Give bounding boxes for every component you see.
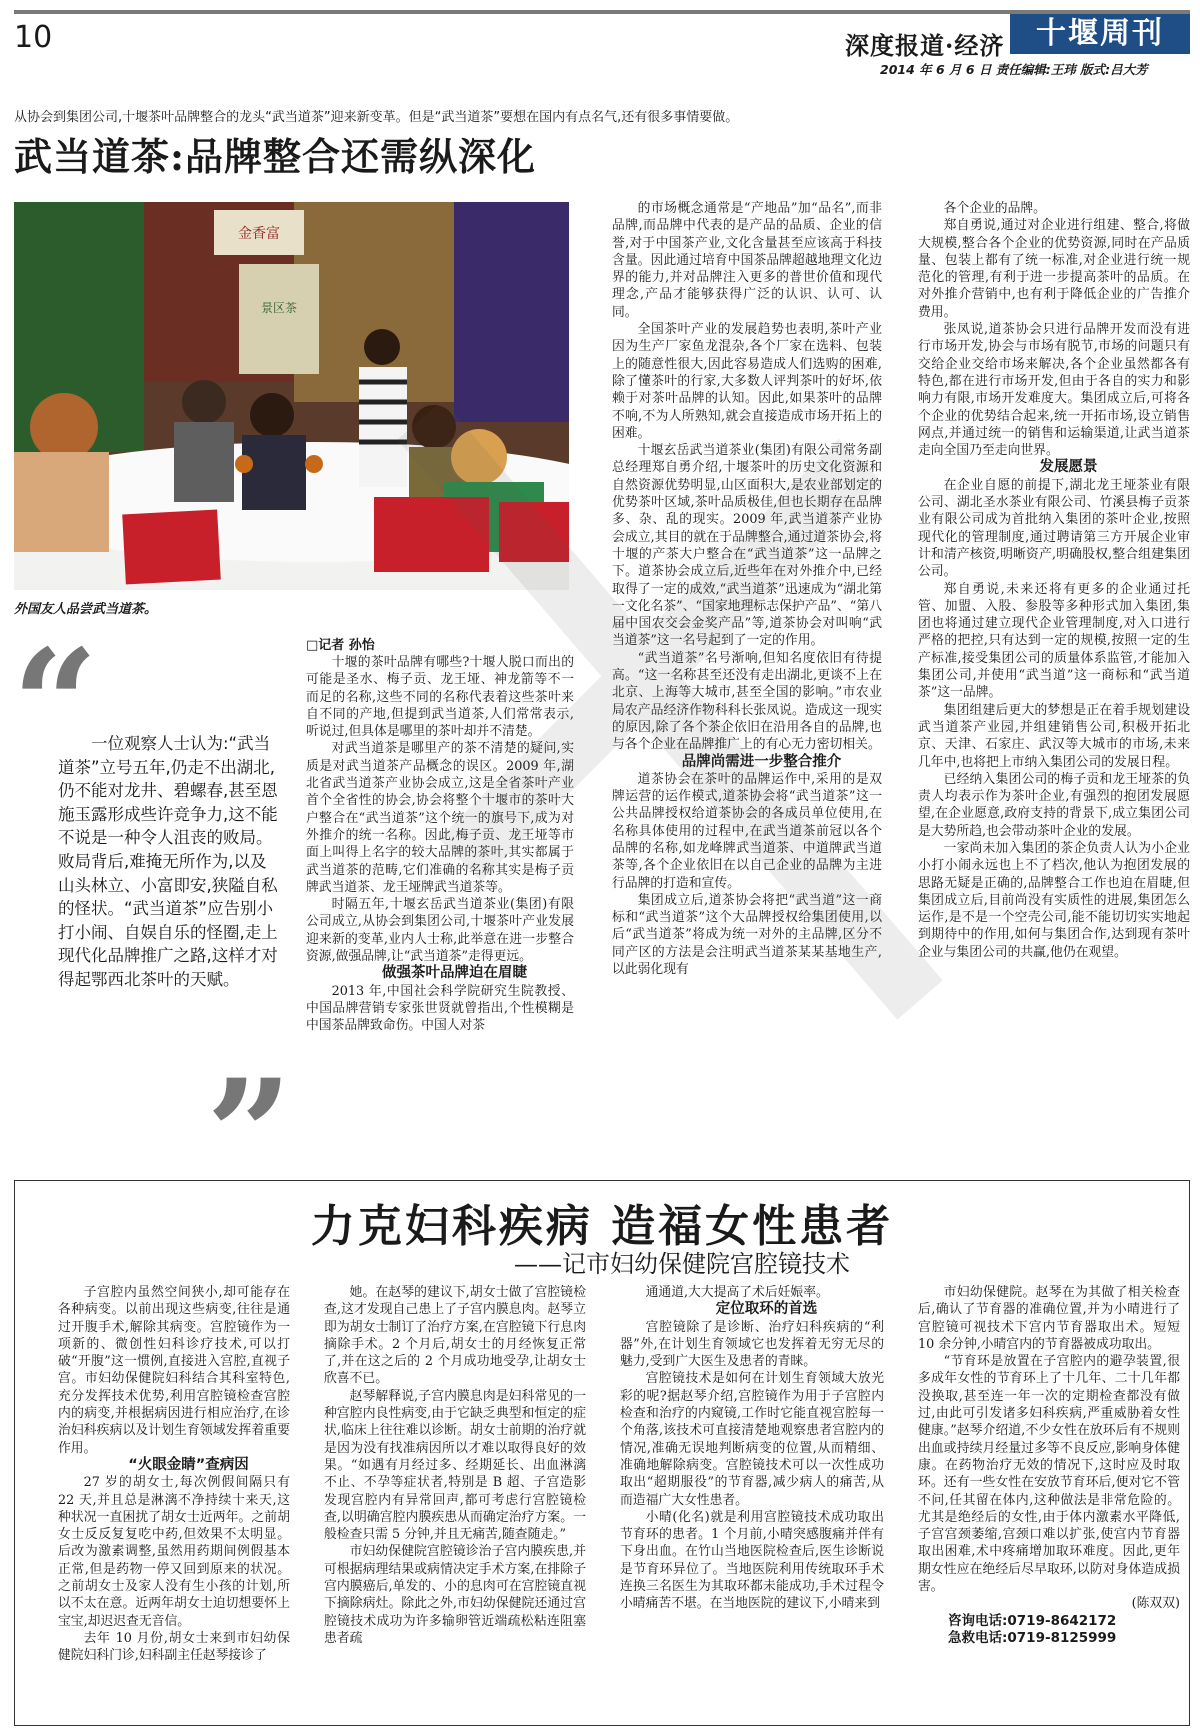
paragraph: 的市场概念通常是“产地品”加“品名”,而非品牌,而品牌中代表的是产品的品质、企业的信誉,对于中国茶产业,文化含量甚至应该高于科技含量。因此通过培育中国茶品牌超越地理文化边界的能力,并对品牌注入更多的普世价值和现代理念,产品才能够获得广泛的认识、认可、认同。 bbox=[612, 201, 882, 320]
paragraph: 宫腔镜除了是诊断、治疗妇科疾病的“利器”外,在计划生育领域它也发挥着无穷无尽的魅力,受到广大医生及患者的青睐。 bbox=[620, 1319, 884, 1370]
paragraph: 在企业自愿的前提下,湖北龙王垭茶业有限公司、湖北圣水茶业有限公司、竹溪县梅子贡茶业有限公司成为首批纳入集团的茶叶企业,按照现代化的管理制度,通过聘请第三方开展企业审计和清产核资,明晰资产,明确股权,整合组建集团公司。 bbox=[918, 477, 1190, 580]
paragraph: 十堰的茶叶品牌有哪些?十堰人脱口而出的可能是圣水、梅子贡、龙王垭、神龙箭等不一而足的名称,这些不同的名称代表着这些茶叶来自不同的产地,但提到武当道茶,人们常常表示,听说过,但具体是哪里的茶叶却并不清楚。 bbox=[306, 655, 574, 740]
paragraph: 对武当道茶是哪里产的茶不清楚的疑问,实质是对武当道茶产品概念的误区。2009 年,湖北省武当道茶产业协会成立,这是全省茶叶产业首个全省性的协会,协会将整个十堰市的茶叶大户整合在“武当道茶”这个统一的旗号下,成为对外推介的统一名称。因此,梅子贡、龙王垭等市面上叫得上名字的较大品牌的茶叶,其实都属于武当道茶的范畴,它们准确的名称其实是梅子贡牌武当道茶、龙王垭牌武当道茶等。 bbox=[306, 741, 574, 895]
paragraph: 时隔五年,十堰玄岳武当道茶业(集团)有限公司成立,从协会到集团公司,十堰茶叶产业发展迎来新的变革,业内人士称,此举意在进一步整合资源,做强品牌,让“武当道茶”走得更远。 bbox=[306, 897, 574, 965]
paragraph: 去年 10 月份,胡女士来到市妇幼保健院妇科门诊,妇科副主任赵琴接诊了 bbox=[58, 1630, 290, 1664]
paragraph: 27 岁的胡女士,每次例假间隔只有 22 天,并且总是淋漓不净持续十来天,这种状况一直困扰了胡女士近两年。之前胡女士反反复复吃中药,但效果不太明显。后改为激素调整,虽然用药期间例假基本正常,但是药物一停又回到原来的状况。之前胡女士及家人没有生小孩的计划,所以不太在意。近两年胡女士迫切想要怀上宝宝,却迟迟查无音信。 bbox=[58, 1475, 290, 1629]
paragraph: 市妇幼保健院宫腔镜诊治子宫内膜疾患,并可根据病理结果或病情决定手术方案,在排除子宫内膜癌后,单发的、小的息肉可在宫腔镜直视下摘除病灶。除此之外,市妇幼保健院还通过宫腔镜技术成功为许多输卵管近端疏松粘连阻塞患者疏 bbox=[324, 1544, 586, 1646]
paragraph: 宫腔镜技术是如何在计划生育领域大放光彩的呢?据赵琴介绍,宫腔镜作为用于子宫腔内检查和治疗的内窥镜,工作时它能直视宫腔每一个角落,该技术可直接清楚地观察患者宫腔内的情况,准确无误地判断病变的位置,从而精细、准确地解除病变。宫腔镜技术可以一次性成功取出“超期服役”的节育器,减少病人的痛苦,从而造福广大女性患者。 bbox=[620, 1371, 884, 1508]
article-lead: 从协会到集团公司,十堰茶叶品牌整合的龙头“武当道茶”迎来新变革。但是“武当道茶”要想在国内有点名气,还有很多事情要做。 bbox=[14, 110, 739, 125]
subheading: “火眼金睛”查病因 bbox=[128, 1456, 249, 1473]
photo-sign-1: 金香富 bbox=[238, 226, 280, 242]
paragraph: 已经纳入集团公司的梅子贡和龙王垭茶的负责人均表示作为茶叶企业,有强烈的抱团发展愿望,在企业愿意,政府支持的背景下,成立集团公司是大势所趋,也会带动茶叶企业的发展。 bbox=[918, 771, 1190, 839]
paragraph: “节育环是放置在子宫腔内的避孕装置,很多成年女性的节育环上了十几年、二十几年都没换取,甚至连一年一次的定期检查都没有做过,由此可引发诸多妇科疾病,严重威胁着女性健康。”赵琴介绍道,不少女性在放环后有不规则出血或持续月经量过多等不良反应,影响身体健康。在药物治疗无效的情况下,这时应及时取环。还有一些女性在安放节育环后,便对它不管不问,任其留在体内,这种做法是非常危险的。尤其是绝经后的女性,由于体内激素水平降低,子宫宫颈萎缩,宫颈口难以扩张,使宫内节育器取出困难,术中疼痛增加取环难度。因此,更年期女性应在绝经后尽早取环,以防对身体造成损害。 bbox=[918, 1354, 1180, 1595]
photo-scene bbox=[14, 202, 569, 590]
page-number: 10 bbox=[14, 20, 53, 55]
subheading: 做强茶叶品牌迫在眉睫 bbox=[382, 965, 527, 982]
paragraph: 她。在赵琴的建议下,胡女士做了宫腔镜检查,这才发现自己患上了子宫内膜息肉。赵琴立即为胡女士制订了治疗方案,在宫腔镜下行息肉摘除手术。2 个月后,胡女士的月经恢复正常了,并在这之后的 2 个月成功地受孕,让胡女士欣喜不已。 bbox=[324, 1285, 586, 1387]
paragraph: 赵琴解释说,子宫内膜息肉是妇科常见的一种宫腔内良性病变,由于它缺乏典型和恒定的症状,临床上往往难以诊断。胡女士前期的治疗就是因为没有找准病因所以才难以取得良好的效果。“如遇有月经过多、经期延长、出血淋漓不止、不孕等症状者,特别是 B 超、子宫造影发现宫腔内有异常回声,都可考虑行宫腔镜检查,以明确宫腔内膜疾患从而确定治疗方案。一般检查只需 5 分钟,并且无痛苦,随查随走。” bbox=[324, 1388, 586, 1543]
subheading: 定位取环的首选 bbox=[715, 1301, 818, 1318]
dateline: 2014 年 6 月 6 日 责任编辑:王玮 版式:吕大芳 bbox=[880, 62, 1148, 77]
article-column-2 bbox=[612, 200, 882, 1162]
advertorial-column-1 bbox=[58, 1284, 290, 1722]
close-quote-icon: ” bbox=[206, 1047, 293, 1223]
paragraph: 市妇幼保健院。赵琴在为其做了相关检查后,确认了节育器的准确位置,并为小晴进行了宫腔镜可视技术下宫内节育器取出术。短短 10 余分钟,小晴宫内的节育器被成功取出。 bbox=[918, 1285, 1180, 1352]
author-credit: (陈双双) bbox=[1131, 1596, 1180, 1612]
emergency-phone: 急救电话:0719-8125999 bbox=[948, 1629, 1117, 1646]
reporter-byline: □记者 孙怡 bbox=[306, 638, 375, 653]
article-column-3 bbox=[918, 200, 1190, 1162]
photo-sign-2: 景区茶 bbox=[260, 301, 298, 315]
paragraph: 子宫腔内虽然空间狭小,却可能存在各种病变。以前出现这些病变,往往是通过开腹手术,解除其病变。宫腔镜作为一项新的、微创性妇科诊疗技术,可以打破“开腹”这一惯例,直接进入宫腔,直视子宫。市妇幼保健院妇科结合其科室特色,充分发挥技术优势,利用宫腔镜检查宫腔内的病变,并根据病因进行相应治疗,在诊治妇科疾病以及计划生育领域发挥着重要作用。 bbox=[58, 1285, 290, 1456]
paragraph: 道茶协会在茶叶的品牌运作中,采用的是双牌运营的运作模式,道茶协会将“武当道茶”这一公共品牌授权给道茶协会的各成员单位使用,在名称具体使用的过程中,在武当道茶前冠以各个品牌的名称,如龙峰牌武当道茶、中道牌武当道茶等,各个企业依旧在以自己企业的品牌为主进行品牌的打造和宣传。 bbox=[612, 771, 882, 891]
paragraph: 通通道,大大提高了术后妊娠率。 bbox=[645, 1285, 829, 1300]
advertorial-column-2 bbox=[324, 1284, 586, 1722]
paragraph: 十堰玄岳武当道茶业(集团)有限公司常务副总经理郑自勇介绍,十堰茶叶的历史文化资源和自然资源优势明显,山区面积大,是农业部划定的优势茶叶区域,茶叶品质极佳,但也长期存在品牌多、杂、乱的现实。2009 年,武当道茶产业协会成立,其目的就在于品牌整合,通过道茶协会,将十堰的产茶大户整合在“武当道茶”这一品牌之下。道茶协会成立后,近些年在对外推介中,已经取得了一定的成效,“武当道茶”迅速成为“湖北第一文化名茶”、“国家地理标志保护产品”、“第八届中国农交会金奖产品”等,道茶协会对叫响“武当道茶”这一名号起到了一定的作用。 bbox=[612, 443, 882, 649]
paragraph: 全国茶叶产业的发展趋势也表明,茶叶产业因为生产厂家鱼龙混杂,各个厂家在选料、包装上的随意性很大,因此容易造成人们选购的困难,除了懂茶叶的行家,大多数人评判茶叶的好坏,依赖于对茶叶品牌的认知。因此,如果茶叶的品牌不响,不为人所熟知,就会直接造成市场开拓上的困难。 bbox=[612, 322, 882, 441]
advertorial-title: 力克妇科疾病 造福女性患者 bbox=[310, 1201, 894, 1252]
article-column-1 bbox=[306, 654, 574, 1162]
advertorial-subtitle: ——记市妇幼保健院宫腔镜技术 bbox=[514, 1250, 850, 1278]
paragraph: “武当道茶”名号渐响,但知名度依旧有待提高。“这一名称甚至还没有走出湖北,更谈不上在北京、上海等大城市,甚至全国的影响。”市农业局农产品经济作物科科长张凤说。造成这一现实的原因,除了各个茶企依旧在沿用各自的品牌,也与各个企业在品牌推广上的有心无力密切相关。 bbox=[612, 650, 882, 753]
advertorial-column-4 bbox=[918, 1284, 1180, 1722]
subheading: 品牌尚需进一步整合推介 bbox=[681, 753, 842, 770]
advertorial-column-3 bbox=[620, 1284, 884, 1722]
open-quote-icon: “ bbox=[12, 617, 99, 793]
subheading: 发展愿景 bbox=[1039, 459, 1098, 476]
paragraph: 2013 年,中国社会科学院研究生院教授、中国品牌营销专家张世贤就曾指出,个性模糊是中国茶品牌致命伤。中国人对茶 bbox=[306, 983, 574, 1034]
section-label: 深度报道·经济 bbox=[845, 31, 1005, 60]
article-headline: 武当道茶:品牌整合还需纵深化 bbox=[14, 134, 537, 179]
paragraph: 集团成立后,道茶协会将把“武当道”这一商标和“武当道茶”这个大品牌授权给集团使用,以后“武当道茶”将成为统一对外的主品牌,区分不同产区的方法是会注明武当道茶某某基地生产,以此弱化现有 bbox=[612, 892, 882, 978]
paragraph: 小晴(化名)就是利用宫腔镜技术成功取出节育环的患者。1 个月前,小晴突感腹痛并伴有下身出血。在竹山当地医院检查后,医生诊断说是节育环异位了。当地医院利用传统取环手术连换三名医生为其取环都未能成功,手术过程令小晴痛苦不堪。在当地医院的建议下,小晴来到 bbox=[620, 1509, 884, 1612]
paragraph: 一家尚未加入集团的茶企负责人认为小企业小打小闹永远也上不了档次,他认为抱团发展的思路无疑是正确的,品牌整合工作也迫在眉睫,但集团成立后,目前尚没有实质性的进展,集团怎么运作,是不是一个空壳公司,能不能切切实实地起到期待中的作用,如何与集团合作,达到现有茶叶企业与集团公司的共赢,他仍在观望。 bbox=[918, 840, 1190, 960]
paragraph: 郑自勇说,未来还将有更多的企业通过托管、加盟、入股、参股等多种形式加入集团,集团也将通过建立现代企业管理制度,对入口进行严格的把控,只有达到一定的规模,按照一定的生产标准,接受集团公司的质量体系监管,才能加入集团公司,并使用“武当道”这一商标和“武当道茶”这一品牌。 bbox=[918, 581, 1190, 701]
paragraph: 郑自勇说,通过对企业进行组建、整合,将做大规模,整合各个企业的优势资源,同时在产品质量、包装上都有了统一标准,对企业进行统一规范化的管理,有利于进一步提高茶叶的品质。在对外推介营销中,也有利于降低企业的广告推介费用。 bbox=[918, 218, 1190, 320]
paragraph: 各个企业的品牌。 bbox=[943, 201, 1046, 216]
pull-quote: 一位观察人士认为:“武当道茶”立号五年,仍走不出湖北,仍不能对龙井、碧螺春,甚至恩施玉露形成些许竞争力,这不能不说是一种令人沮丧的败局。败局背后,难掩无所作为,以及山头林立、小富即安,狭隘自私的怪状。“武当道茶”应告别小打小闹、自娱自乐的怪圈,走上现代化品牌推广之路,这样才对得起鄂西北茶叶的天赋。 bbox=[58, 734, 278, 989]
masthead: 十堰周刊 bbox=[1010, 14, 1190, 54]
paragraph: 集团组建后更大的梦想是正在着手规划建设武当道茶产业园,并组建销售公司,积极开拓北京、天津、石家庄、武汉等大城市的市场,未来几年中,也将把上市纳入集团公司的发展日程。 bbox=[918, 702, 1190, 770]
consult-phone: 咨询电话:0719-8642172 bbox=[948, 1612, 1117, 1629]
paragraph: 张凤说,道茶协会只进行品牌开发而没有进行市场开发,协会与市场有脱节,市场的问题只有交给企业交给市场来解决,各个企业虽然都各有特色,都在进行市场开发,但由于各自的实力和影响力有限,市场开发难度大。集团成立后,可将各个企业的优势结合起来,统一开拓市场,设立销售网点,并通过统一的销售和运输渠道,让武当道茶走向全国乃至走向世界。 bbox=[918, 322, 1190, 459]
photo-caption: 外国友人品尝武当道茶。 bbox=[14, 602, 158, 617]
article-photo bbox=[14, 202, 569, 590]
